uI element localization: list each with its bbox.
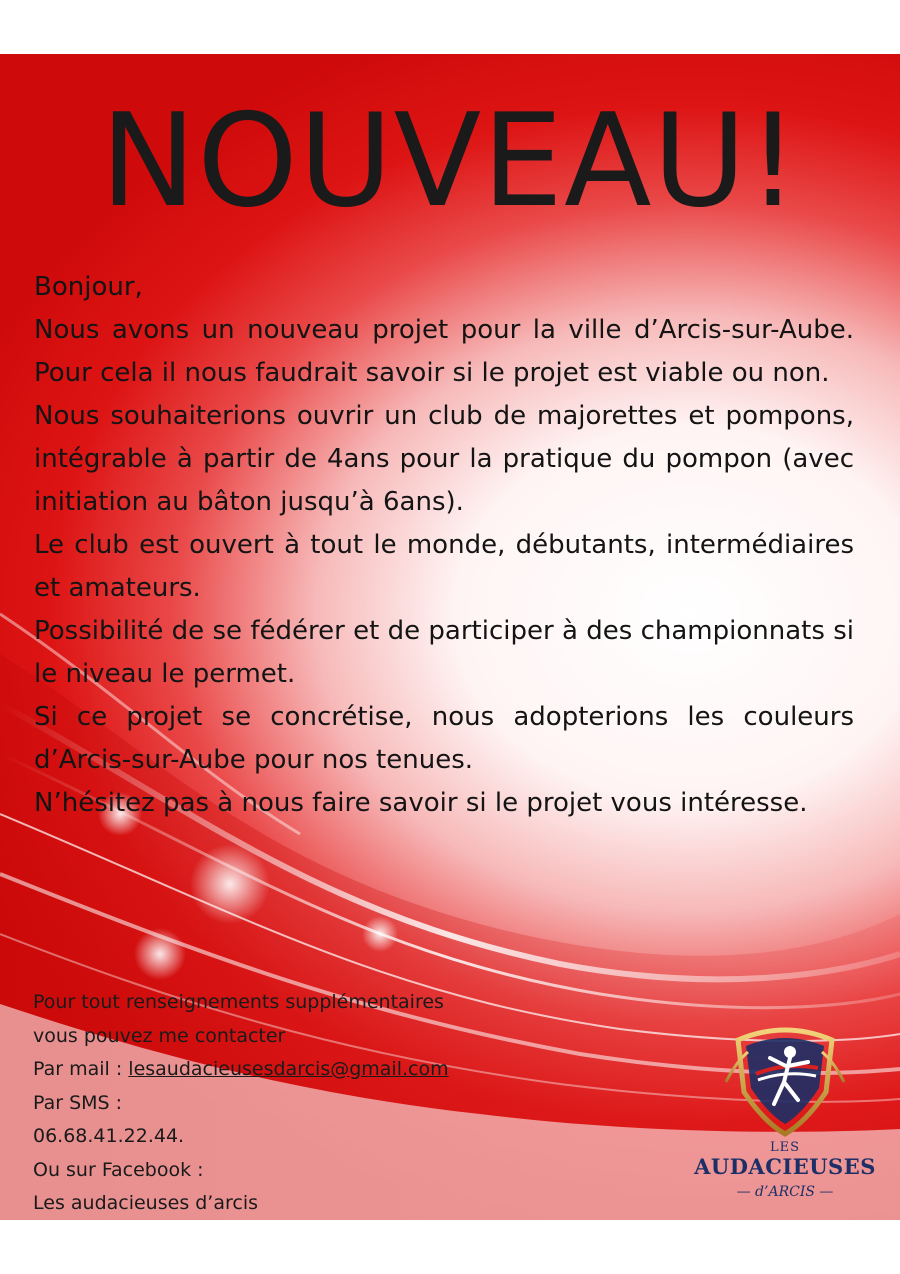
majorette-emblem-icon (686, 1022, 884, 1142)
poster-title: NOUVEAU! (100, 87, 800, 236)
mail-label: Par mail : (33, 1058, 129, 1080)
contact-line-2: vous pouvez me contacter (33, 1024, 286, 1047)
phone-number: 06.68.41.22.44. (33, 1125, 185, 1147)
email-link[interactable]: lesaudacieusesdarcis@gmail.com (128, 1058, 449, 1080)
facebook-label: Ou sur Facebook : (33, 1158, 204, 1181)
paragraph-club: Nous souhaiterions ouvrir un club de majorettes et pompons, intégrable à partir de 4ans pour la pratique du pompon (avec initiation au bâton jusqu’à 6ans). (34, 401, 854, 517)
club-logo (686, 1022, 884, 1212)
paragraph-feedback: N’hésitez pas à nous faire savoir si le projet vous intéresse. (34, 788, 808, 818)
paragraph-colors: Si ce projet se concrétise, nous adopterions les couleurs d’Arcis-sur-Aube pour nos tenues. (34, 702, 854, 775)
poster (0, 54, 900, 1220)
greeting: Bonjour, (34, 272, 143, 302)
logo-text-audacieuses: AUDACIEUSES (694, 1154, 876, 1179)
facebook-name: Les audacieuses d’arcis (33, 1192, 259, 1214)
contact-block (33, 986, 593, 1220)
paragraph-project: Nous avons un nouveau projet pour la ville d’Arcis-sur-Aube. Pour cela il nous faudrait savoir si le projet est viable ou non. (34, 315, 854, 388)
logo-text-les: LES (769, 1140, 801, 1155)
contact-line-1: Pour tout renseignements supplémentaires (33, 991, 444, 1013)
paragraph-open: Le club est ouvert à tout le monde, débutants, intermédiaires et amateurs. (34, 530, 854, 603)
announcement-text (34, 266, 854, 825)
contact-mail (33, 1053, 593, 1087)
logo-text-darcis: — d’ARCIS — (736, 1184, 834, 1200)
paragraph-federation: Possibilité de se fédérer et de participer à des championnats si le niveau le permet. (34, 616, 854, 689)
sms-label: Par SMS : (33, 1091, 123, 1114)
